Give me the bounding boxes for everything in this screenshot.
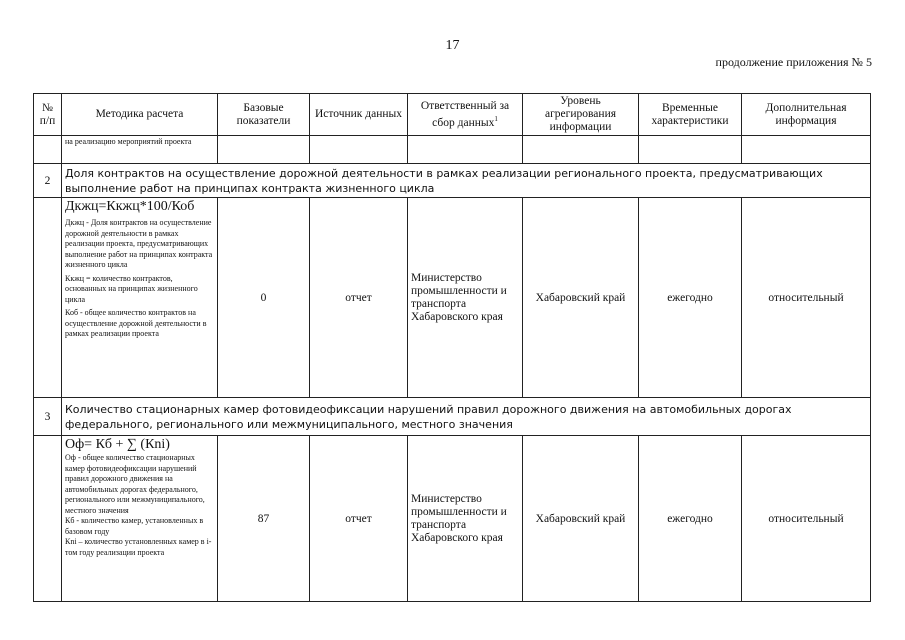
definition: Кб - количество камер, установленных в базовом году (65, 516, 204, 536)
header-level: Уровень агрегирования информации (523, 94, 639, 136)
header-source: Источник данных (310, 94, 408, 136)
carry-num (34, 136, 62, 164)
extra-info: относительный (742, 198, 871, 398)
header-responsible-text: Ответственный за сбор данных (420, 99, 510, 129)
carry-empty (310, 136, 408, 164)
carry-empty (742, 136, 871, 164)
method-cell (62, 436, 218, 602)
section-row-2 (34, 164, 871, 198)
footnote-mark: 1 (494, 114, 498, 123)
formula: Дкжц=Ккжц*100/Коб (65, 199, 195, 214)
indicator-title: Доля контрактов на осуществление дорожной деятельности в рамках реализации регионального проекта, предусматривающих выполнение работ на принципах контракта жизненного цикла (62, 164, 871, 198)
section-row-3 (34, 398, 871, 436)
row-number: 3 (34, 398, 62, 436)
data-source: отчет (310, 436, 408, 602)
definition: Кni – количество установленных камер в i-том году реализации проекта (65, 537, 212, 557)
responsible: Министерство промышленности и транспорта Хабаровского края (408, 436, 523, 602)
aggregation-level: Хабаровский край (523, 436, 639, 602)
carry-empty (523, 136, 639, 164)
base-value: 0 (218, 198, 310, 398)
time-characteristics: ежегодно (639, 436, 742, 602)
header-num: № п/п (34, 94, 62, 136)
header-method: Методика расчета (62, 94, 218, 136)
page-number: 17 (445, 38, 460, 53)
indicators-table (33, 93, 871, 602)
definition: Ккжц = количество контрактов, основанных на принципах жизненного цикла (65, 273, 198, 304)
definition: Коб - общее количество контрактов на осуществление дорожной деятельности в рамках реализации проекта (65, 308, 207, 338)
detail-row-2 (34, 198, 871, 398)
method-cell (62, 198, 218, 398)
table-header-row (34, 94, 871, 136)
row-number: 2 (34, 164, 62, 198)
carry-empty (639, 136, 742, 164)
detail-row-3 (34, 436, 871, 602)
definition: Дкжц - Доля контрактов на осуществление дорожной деятельности в рамках реализации проекта, предусматривающих выполнение работ на принципах контракта жизненного цикла (65, 218, 213, 269)
header-responsible (408, 94, 523, 136)
extra-info: относительный (742, 436, 871, 602)
base-value: 87 (218, 436, 310, 602)
definition: Оф - общее количество стационарных камер фотовидеофиксации нарушений правил дорожного движения на автомобильных дорогах федерального, регионального или межмуниципального, местного значения (65, 453, 205, 515)
indicator-title: Количество стационарных камер фотовидеофиксации нарушений правил дорожного движения на автомобильных дорогах федерального, регионального или межмуниципального, местного значения (62, 398, 871, 436)
appendix-continuation: продолжение приложения № 5 (715, 55, 872, 69)
header-time: Временные характеристики (639, 94, 742, 136)
carry-empty (218, 136, 310, 164)
time-characteristics: ежегодно (639, 198, 742, 398)
header-base: Базовые показатели (218, 94, 310, 136)
formula: Оф= Кб + ∑ (Кni) (65, 437, 170, 452)
header-extra: Дополнительная информация (742, 94, 871, 136)
row-number-empty (34, 198, 62, 398)
carry-method: на реализацию мероприятий проекта (62, 136, 218, 164)
data-source: отчет (310, 198, 408, 398)
carry-over-row (34, 136, 871, 164)
row-number-empty (34, 436, 62, 602)
aggregation-level: Хабаровский край (523, 198, 639, 398)
responsible: Министерство промышленности и транспорта Хабаровского края (408, 198, 523, 398)
carry-empty (408, 136, 523, 164)
